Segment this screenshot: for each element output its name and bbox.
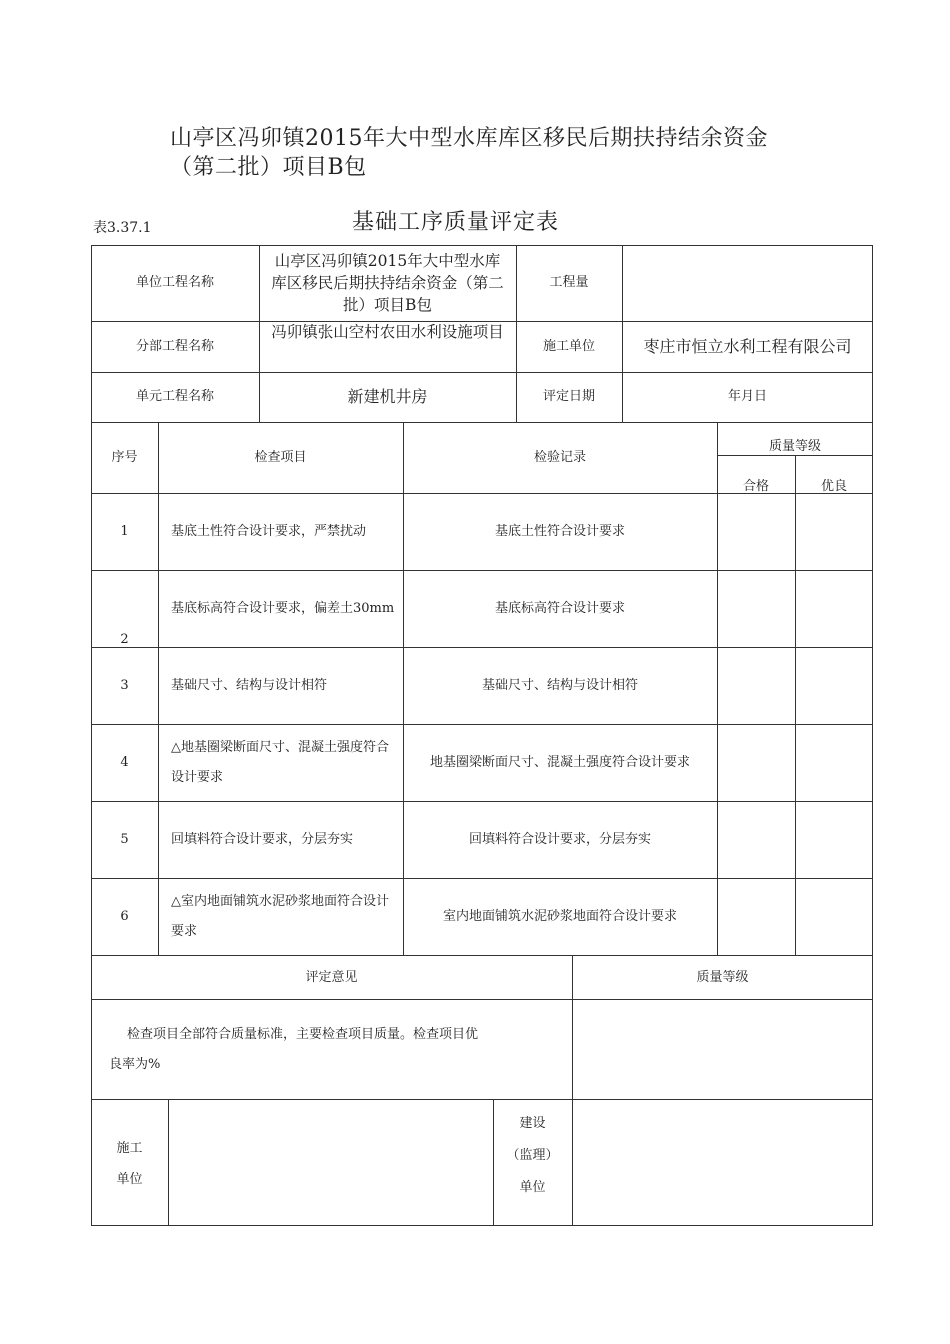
element-label: 单元工程名称 (135, 389, 214, 404)
title-line-2: （第二批）项目B包 (170, 155, 367, 180)
opinion-label: 评定意见 (305, 969, 358, 985)
item-record: 室内地面铺筑水泥砂浆地面符合设计要求 (442, 909, 677, 924)
item-record: 基底土性符合设计要求 (494, 524, 625, 539)
date-label: 评定日期 (542, 389, 595, 404)
item-text: 基础尺寸、结构与设计相符 (171, 678, 328, 693)
item-record: 基底标高符合设计要求 (494, 601, 625, 616)
item-no: 1 (120, 524, 129, 539)
unit-project-value: 山亭区冯卯镇2015年大中型水库库区移民后期扶持结余资金（第二批）项目B包 (271, 252, 504, 314)
item-no: 6 (120, 909, 129, 924)
header-pass: 合格 (742, 479, 769, 494)
owner-sign-label (493, 1108, 572, 1204)
owner-sign-line-2: （监理） (506, 1148, 559, 1163)
item-no: 2 (120, 632, 129, 647)
grade-label: 质量等级 (696, 969, 749, 985)
table-number: 表3.37.1 (93, 220, 152, 236)
item-record: 地基圈梁断面尺寸、混凝土强度符合设计要求 (429, 755, 690, 770)
document-title (170, 124, 768, 182)
contractor-sign-label (91, 1133, 168, 1195)
contractor-label: 施工单位 (542, 338, 595, 354)
sub-project-value: 冯卯镇张山空村农田水利设施项目 (271, 323, 504, 341)
header-no: 序号 (111, 450, 138, 465)
opinion-line-1: 检查项目全部符合质量标准，主要检查项目质量。检查项目优 (127, 1027, 479, 1042)
item-text: 基底标高符合设计要求，偏差土30mm (171, 601, 395, 616)
header-item: 检查项目 (254, 450, 307, 465)
item-text: 基底土性符合设计要求，严禁扰动 (171, 524, 367, 539)
item-record: 基础尺寸、结构与设计相符 (481, 678, 638, 693)
contractor-value: 枣庄市恒立水利工程有限公司 (643, 336, 852, 356)
item-no: 5 (120, 832, 129, 847)
item-text: △地基圈梁断面尺寸、混凝土强度符合设计要求 (171, 740, 389, 785)
item-text: △室内地面铺筑水泥砂浆地面符合设计要求 (171, 894, 389, 939)
header-record: 检验记录 (533, 450, 586, 465)
unit-project-label: 单位工程名称 (135, 275, 214, 290)
table-title: 基础工序质量评定表 (352, 210, 560, 235)
item-text: 回填料符合设计要求，分层夯实 (171, 832, 354, 847)
owner-sign-line-1: 建设 (519, 1116, 546, 1131)
title-line-1: 山亭区冯卯镇2015年大中型水库库区移民后期扶持结余资金 (170, 126, 768, 151)
date-value: 年月日 (727, 389, 767, 404)
opinion-line-2: 良率为% (109, 1057, 161, 1072)
quantity-label: 工程量 (549, 275, 589, 290)
contractor-sign-line-2: 单位 (116, 1172, 143, 1187)
element-value: 新建机井房 (347, 387, 428, 406)
item-no: 3 (120, 678, 129, 693)
header-excellent: 优良 (820, 479, 847, 494)
quantity-value (622, 245, 873, 321)
item-no: 4 (120, 755, 129, 770)
item-record: 回填料符合设计要求，分层夯实 (468, 832, 651, 847)
contractor-sign-line-1: 施工 (116, 1141, 143, 1156)
opinion-text (91, 1020, 572, 1080)
header-grade: 质量等级 (768, 439, 821, 454)
owner-sign-line-3: 单位 (519, 1180, 546, 1195)
sub-project-label: 分部工程名称 (135, 338, 214, 354)
